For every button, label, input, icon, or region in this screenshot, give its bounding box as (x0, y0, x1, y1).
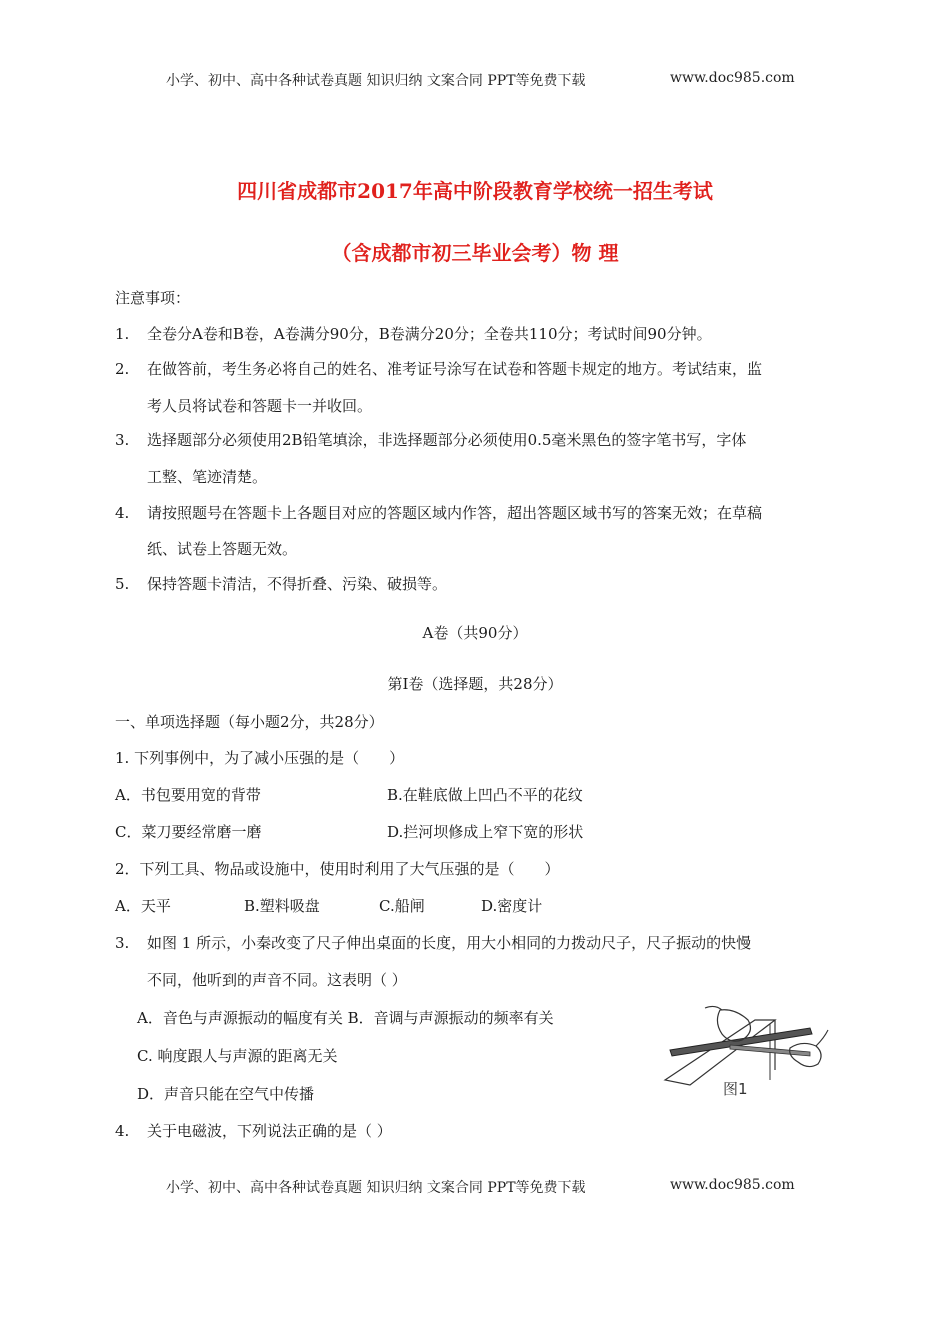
q1-option-c: C．菜刀要经常磨一磨 (115, 823, 262, 841)
notice-item-2-text: 在做答前，考生务必将自己的姓名、准考证号涂写在试卷和答题卡规定的地方。考试结束，监 (147, 360, 763, 378)
q1-stem: 1. 下列事例中，为了减小压强的是（ ） (115, 749, 405, 767)
notice-heading: 注意事项： (115, 289, 191, 307)
figure-1-label: 图1 (723, 1080, 748, 1098)
q3-stem-line1: 如图 1 所示，小秦改变了尺子伸出桌面的长度，用大小相同的力拨动尺子，尺子振动的快慢 (147, 934, 752, 952)
notice-item-5-text: 保持答题卡清洁，不得折叠、污染、破损等。 (147, 575, 448, 593)
notice-item-4-text: 请按照题号在答题卡上各题目对应的答题区域内作答，超出答题区域书写的答案无效；在草稿 (147, 504, 763, 522)
notice-item-3-text: 选择题部分必须使用2B铅笔填涂，非选择题部分必须使用0.5毫米黑色的签字笔书写，字体 (147, 431, 747, 449)
q3-option-d: D．声音只能在空气中传播 (137, 1085, 315, 1103)
doc-title-line2: （含成都市初三毕业会考）物 理 (331, 241, 619, 265)
q3-stem-line2: 不同，他听到的声音不同。这表明（ ） (147, 971, 407, 989)
notice-item-3-num: 3. (115, 431, 130, 449)
notice-item-5-num: 5. (115, 575, 130, 593)
q4-num: 4. (115, 1122, 130, 1140)
single-choice-heading: 一、单项选择题（每小题2分，共28分） (115, 713, 384, 731)
q1-option-a: A．书包要用宽的背带 (115, 786, 261, 804)
q2-stem: 2．下列工具、物品或设施中，使用时利用了大气压强的是（ ） (115, 860, 560, 878)
doc-title-line1: 四川省成都市2017年高中阶段教育学校统一招生考试 (237, 179, 713, 203)
q1-option-d: D.拦河坝修成上窄下宽的形状 (387, 823, 584, 841)
notice-item-2-cont: 考人员将试卷和答题卡一并收回。 (147, 397, 373, 415)
q4-stem: 关于电磁波，下列说法正确的是（ ） (147, 1122, 392, 1140)
q2-option-c: C.船闸 (379, 897, 425, 915)
notice-item-2-num: 2. (115, 360, 130, 378)
part-1-heading: 第Ⅰ卷（选择题，共28分） (387, 675, 563, 693)
q3-num: 3. (115, 934, 130, 952)
hand-pressing-icon (717, 1010, 750, 1041)
notice-item-1-text: 全卷分A卷和B卷，A卷满分90分，B卷满分20分；全卷共110分；考试时间90分钟。 (147, 325, 712, 343)
notice-item-1-num: 1. (115, 325, 130, 343)
q1-option-b: B.在鞋底做上凹凸不平的花纹 (387, 786, 583, 804)
notice-item-3-cont: 工整、笔迹清楚。 (147, 468, 268, 486)
notice-item-4-num: 4. (115, 504, 130, 522)
page-footer-text: 小学、初中、高中各种试卷真题 知识归纳 文案合同 PPT等免费下载 (166, 1180, 586, 1196)
q3-option-c: C. 响度跟人与声源的距离无关 (137, 1047, 338, 1065)
notice-item-4-cont: 纸、试卷上答题无效。 (147, 540, 298, 558)
figure-1-ruler-illustration (660, 1000, 830, 1100)
q3-option-ab: A．音色与声源振动的幅度有关 B．音调与声源振动的频率有关 (137, 1009, 554, 1027)
page-header-url: www.doc985.com (670, 70, 795, 86)
q2-option-d: D.密度计 (481, 897, 543, 915)
q2-option-a: A．天平 (115, 897, 171, 915)
page-header-text: 小学、初中、高中各种试卷真题 知识归纳 文案合同 PPT等免费下载 (166, 73, 586, 89)
page-footer-url: www.doc985.com (670, 1177, 795, 1193)
section-a-heading: A卷（共90分） (422, 624, 528, 642)
q2-option-b: B.塑料吸盘 (244, 897, 320, 915)
